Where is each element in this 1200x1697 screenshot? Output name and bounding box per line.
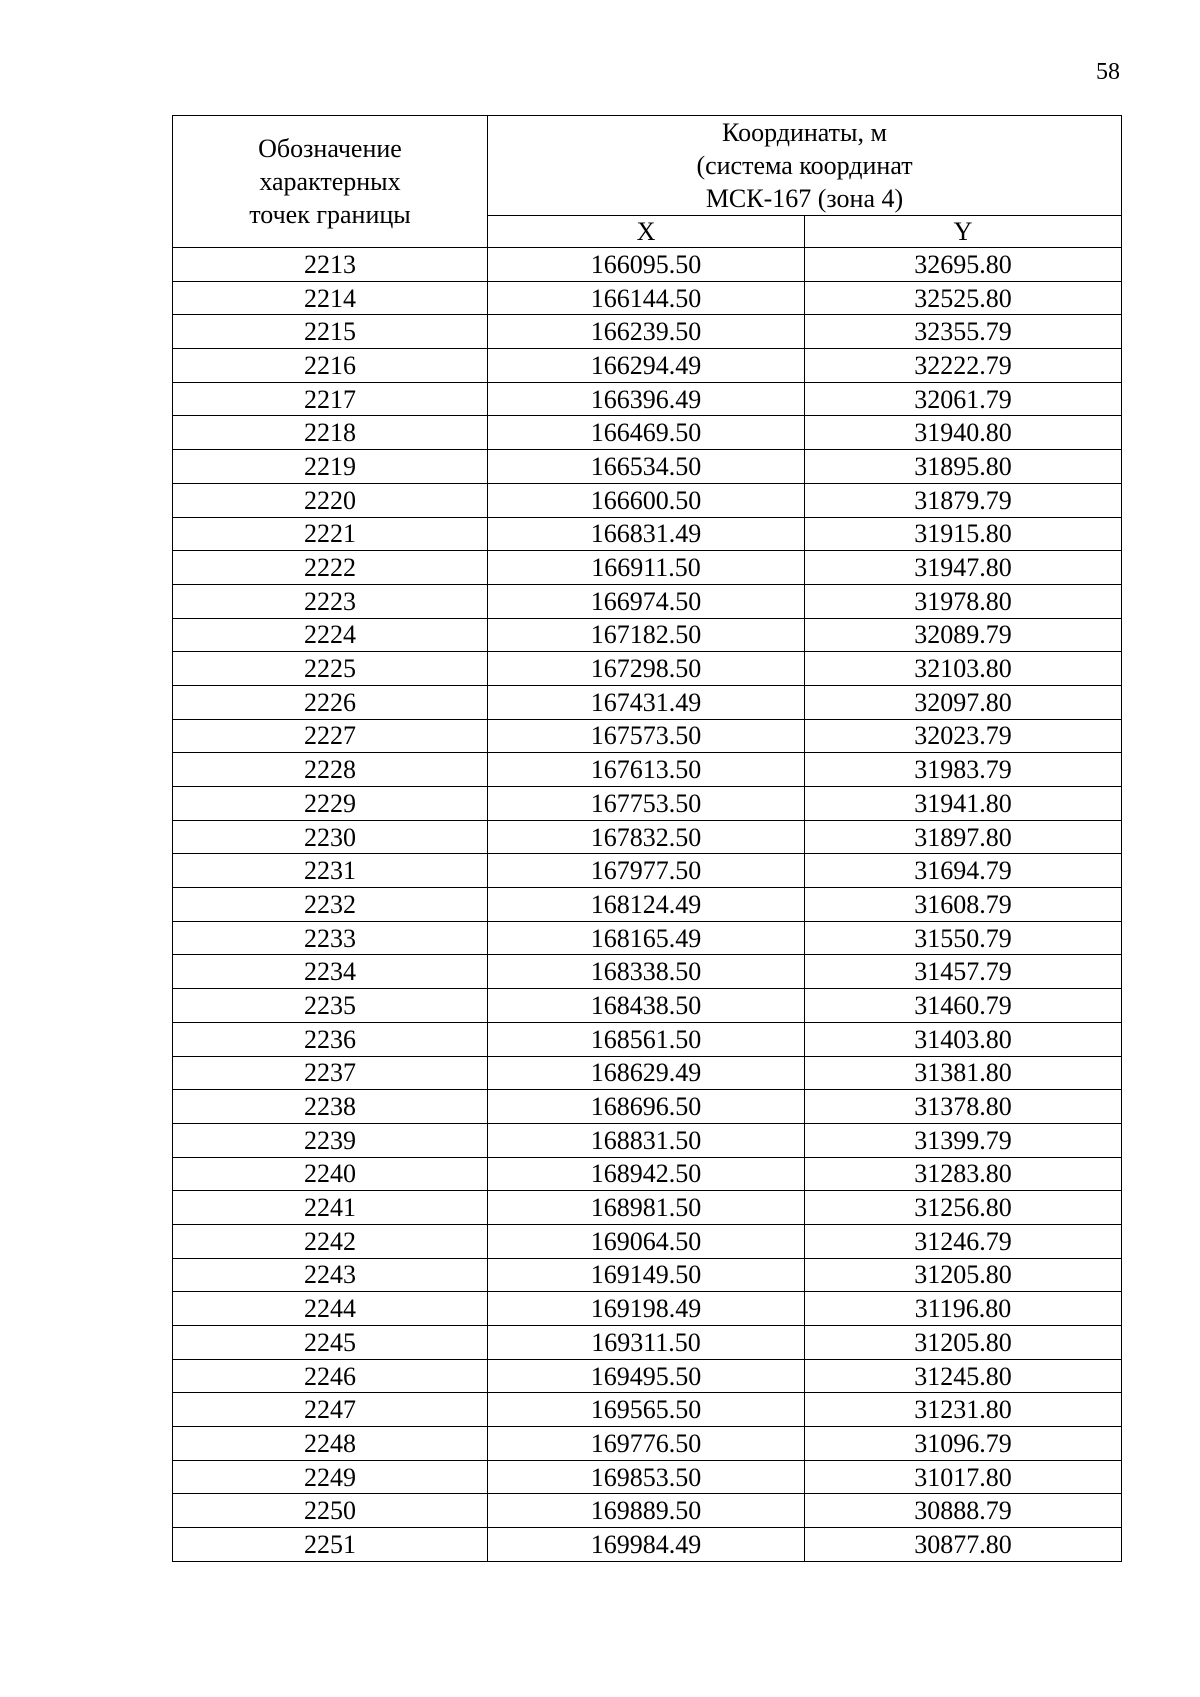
- y-coordinate-cell: 31017.80: [805, 1460, 1122, 1494]
- table-row: [173, 1157, 1122, 1191]
- x-coordinate-cell: 167832.50: [488, 820, 805, 854]
- point-id-cell: 2245: [173, 1326, 488, 1360]
- point-id-cell: 2234: [173, 955, 488, 989]
- coordinates-header-line: МСК-167 (зона 4): [705, 184, 904, 213]
- y-coordinate-cell: 32695.80: [805, 248, 1122, 282]
- table-row: [173, 248, 1122, 282]
- table-row: [173, 989, 1122, 1023]
- point-id-cell: 2238: [173, 1090, 488, 1124]
- x-coordinate-cell: 166144.50: [488, 281, 805, 315]
- x-coordinate-cell: 167182.50: [488, 618, 805, 652]
- x-coordinate-cell: 169149.50: [488, 1258, 805, 1292]
- table-row: [173, 1123, 1122, 1157]
- table-row: [173, 349, 1122, 383]
- table-row: [173, 1326, 1122, 1360]
- y-coordinate-cell: 31947.80: [805, 551, 1122, 585]
- x-coordinate-cell: 166294.49: [488, 349, 805, 383]
- x-coordinate-cell: 166974.50: [488, 584, 805, 618]
- table-body: [173, 248, 1122, 1562]
- point-id-cell: 2224: [173, 618, 488, 652]
- table-row: [173, 955, 1122, 989]
- point-id-cell: 2250: [173, 1494, 488, 1528]
- point-id-cell: 2214: [173, 281, 488, 315]
- table-row: [173, 483, 1122, 517]
- y-coordinate-cell: 31941.80: [805, 787, 1122, 821]
- table-row: [173, 1393, 1122, 1427]
- y-coordinate-cell: 31978.80: [805, 584, 1122, 618]
- y-coordinate-cell: 31608.79: [805, 888, 1122, 922]
- point-id-cell: 2235: [173, 989, 488, 1023]
- x-coordinate-cell: 168561.50: [488, 1022, 805, 1056]
- point-label-header-line: точек границы: [249, 200, 411, 229]
- x-coordinate-cell: 168942.50: [488, 1157, 805, 1191]
- point-id-cell: 2246: [173, 1359, 488, 1393]
- y-coordinate-cell: 31231.80: [805, 1393, 1122, 1427]
- x-coordinate-cell: 169889.50: [488, 1494, 805, 1528]
- coordinates-table: [172, 115, 1122, 1562]
- table-row: [173, 551, 1122, 585]
- x-coordinate-cell: 166469.50: [488, 416, 805, 450]
- point-id-cell: 2230: [173, 820, 488, 854]
- y-coordinate-cell: 31550.79: [805, 921, 1122, 955]
- point-id-cell: 2242: [173, 1224, 488, 1258]
- y-coordinate-cell: 31246.79: [805, 1224, 1122, 1258]
- table-row: [173, 382, 1122, 416]
- table-row: [173, 753, 1122, 787]
- table-row: [173, 854, 1122, 888]
- table-row: [173, 416, 1122, 450]
- point-id-cell: 2243: [173, 1258, 488, 1292]
- table-row: [173, 921, 1122, 955]
- point-id-cell: 2239: [173, 1123, 488, 1157]
- point-label-header: [173, 116, 488, 248]
- table-row: [173, 1427, 1122, 1461]
- point-id-cell: 2229: [173, 787, 488, 821]
- y-coordinate-cell: 32061.79: [805, 382, 1122, 416]
- point-id-cell: 2241: [173, 1191, 488, 1225]
- y-coordinate-cell: 31940.80: [805, 416, 1122, 450]
- point-id-cell: 2233: [173, 921, 488, 955]
- y-coordinate-cell: 32097.80: [805, 685, 1122, 719]
- y-coordinate-cell: 30877.80: [805, 1528, 1122, 1562]
- x-coordinate-cell: 167431.49: [488, 685, 805, 719]
- point-id-cell: 2244: [173, 1292, 488, 1326]
- x-coordinate-cell: 169064.50: [488, 1224, 805, 1258]
- table-row: [173, 820, 1122, 854]
- point-id-cell: 2226: [173, 685, 488, 719]
- y-coordinate-cell: 31096.79: [805, 1427, 1122, 1461]
- x-coordinate-cell: 166911.50: [488, 551, 805, 585]
- point-id-cell: 2221: [173, 517, 488, 551]
- point-id-cell: 2240: [173, 1157, 488, 1191]
- table-row: [173, 1191, 1122, 1225]
- table-row: [173, 1359, 1122, 1393]
- point-id-cell: 2248: [173, 1427, 488, 1461]
- table-row: [173, 315, 1122, 349]
- y-coordinate-cell: 31915.80: [805, 517, 1122, 551]
- y-coordinate-cell: 31895.80: [805, 450, 1122, 484]
- y-coordinate-cell: 31460.79: [805, 989, 1122, 1023]
- table-row: [173, 517, 1122, 551]
- x-coordinate-cell: 166600.50: [488, 483, 805, 517]
- table-row: [173, 1494, 1122, 1528]
- y-coordinate-cell: 31879.79: [805, 483, 1122, 517]
- y-coordinate-cell: 31283.80: [805, 1157, 1122, 1191]
- x-coordinate-cell: 168438.50: [488, 989, 805, 1023]
- x-coordinate-cell: 169565.50: [488, 1393, 805, 1427]
- y-coordinate-cell: 31245.80: [805, 1359, 1122, 1393]
- y-coordinate-cell: 32089.79: [805, 618, 1122, 652]
- y-column-header: Y: [805, 216, 1122, 248]
- table-row: [173, 584, 1122, 618]
- point-id-cell: 2215: [173, 315, 488, 349]
- table-row: [173, 1528, 1122, 1562]
- point-id-cell: 2251: [173, 1528, 488, 1562]
- y-coordinate-cell: 31205.80: [805, 1326, 1122, 1360]
- point-id-cell: 2227: [173, 719, 488, 753]
- point-label-header-line: Обозначение: [258, 134, 402, 163]
- y-coordinate-cell: 31897.80: [805, 820, 1122, 854]
- x-coordinate-cell: 169311.50: [488, 1326, 805, 1360]
- table-row: [173, 719, 1122, 753]
- x-coordinate-cell: 167753.50: [488, 787, 805, 821]
- point-id-cell: 2247: [173, 1393, 488, 1427]
- x-coordinate-cell: 168124.49: [488, 888, 805, 922]
- point-id-cell: 2223: [173, 584, 488, 618]
- x-coordinate-cell: 169776.50: [488, 1427, 805, 1461]
- point-id-cell: 2249: [173, 1460, 488, 1494]
- table-row: [173, 281, 1122, 315]
- point-id-cell: 2231: [173, 854, 488, 888]
- table-row: [173, 618, 1122, 652]
- table-row: [173, 450, 1122, 484]
- y-coordinate-cell: 30888.79: [805, 1494, 1122, 1528]
- y-coordinate-cell: 31399.79: [805, 1123, 1122, 1157]
- x-column-header: X: [488, 216, 805, 248]
- x-coordinate-cell: 166534.50: [488, 450, 805, 484]
- point-id-cell: 2220: [173, 483, 488, 517]
- table-row: [173, 1056, 1122, 1090]
- table-row: [173, 685, 1122, 719]
- x-coordinate-cell: 167977.50: [488, 854, 805, 888]
- x-coordinate-cell: 167298.50: [488, 652, 805, 686]
- point-id-cell: 2222: [173, 551, 488, 585]
- y-coordinate-cell: 31196.80: [805, 1292, 1122, 1326]
- x-coordinate-cell: 168831.50: [488, 1123, 805, 1157]
- x-coordinate-cell: 167573.50: [488, 719, 805, 753]
- page-number: 58: [1096, 59, 1120, 85]
- y-coordinate-cell: 31381.80: [805, 1056, 1122, 1090]
- table-row: [173, 787, 1122, 821]
- point-label-header-line: характерных: [259, 167, 401, 196]
- table-row: [173, 652, 1122, 686]
- x-coordinate-cell: 168981.50: [488, 1191, 805, 1225]
- table-row: [173, 1460, 1122, 1494]
- x-coordinate-cell: 169495.50: [488, 1359, 805, 1393]
- y-coordinate-cell: 31983.79: [805, 753, 1122, 787]
- x-coordinate-cell: 166239.50: [488, 315, 805, 349]
- y-coordinate-cell: 31256.80: [805, 1191, 1122, 1225]
- table-row: [173, 1224, 1122, 1258]
- x-coordinate-cell: 166396.49: [488, 382, 805, 416]
- table-row: [173, 1022, 1122, 1056]
- table-row: [173, 1090, 1122, 1124]
- x-coordinate-cell: 168696.50: [488, 1090, 805, 1124]
- x-coordinate-cell: 169198.49: [488, 1292, 805, 1326]
- y-coordinate-cell: 31205.80: [805, 1258, 1122, 1292]
- y-coordinate-cell: 32355.79: [805, 315, 1122, 349]
- y-coordinate-cell: 31457.79: [805, 955, 1122, 989]
- point-id-cell: 2213: [173, 248, 488, 282]
- y-coordinate-cell: 32525.80: [805, 281, 1122, 315]
- table-row: [173, 888, 1122, 922]
- coordinates-header: [488, 116, 1122, 216]
- y-coordinate-cell: 32222.79: [805, 349, 1122, 383]
- coordinates-header-line: (система координат: [696, 151, 913, 180]
- x-coordinate-cell: 167613.50: [488, 753, 805, 787]
- table-header: [173, 116, 1122, 248]
- y-coordinate-cell: 31403.80: [805, 1022, 1122, 1056]
- y-coordinate-cell: 32023.79: [805, 719, 1122, 753]
- x-coordinate-cell: 168629.49: [488, 1056, 805, 1090]
- point-id-cell: 2218: [173, 416, 488, 450]
- x-coordinate-cell: 168338.50: [488, 955, 805, 989]
- x-coordinate-cell: 168165.49: [488, 921, 805, 955]
- table-row: [173, 1258, 1122, 1292]
- x-coordinate-cell: 166831.49: [488, 517, 805, 551]
- point-id-cell: 2237: [173, 1056, 488, 1090]
- y-coordinate-cell: 31378.80: [805, 1090, 1122, 1124]
- y-coordinate-cell: 31694.79: [805, 854, 1122, 888]
- coordinates-header-line: Координаты, м: [722, 118, 887, 147]
- x-coordinate-cell: 169853.50: [488, 1460, 805, 1494]
- point-id-cell: 2217: [173, 382, 488, 416]
- x-coordinate-cell: 166095.50: [488, 248, 805, 282]
- point-id-cell: 2216: [173, 349, 488, 383]
- point-id-cell: 2225: [173, 652, 488, 686]
- point-id-cell: 2236: [173, 1022, 488, 1056]
- x-coordinate-cell: 169984.49: [488, 1528, 805, 1562]
- table-row: [173, 1292, 1122, 1326]
- point-id-cell: 2232: [173, 888, 488, 922]
- point-id-cell: 2228: [173, 753, 488, 787]
- y-coordinate-cell: 32103.80: [805, 652, 1122, 686]
- point-id-cell: 2219: [173, 450, 488, 484]
